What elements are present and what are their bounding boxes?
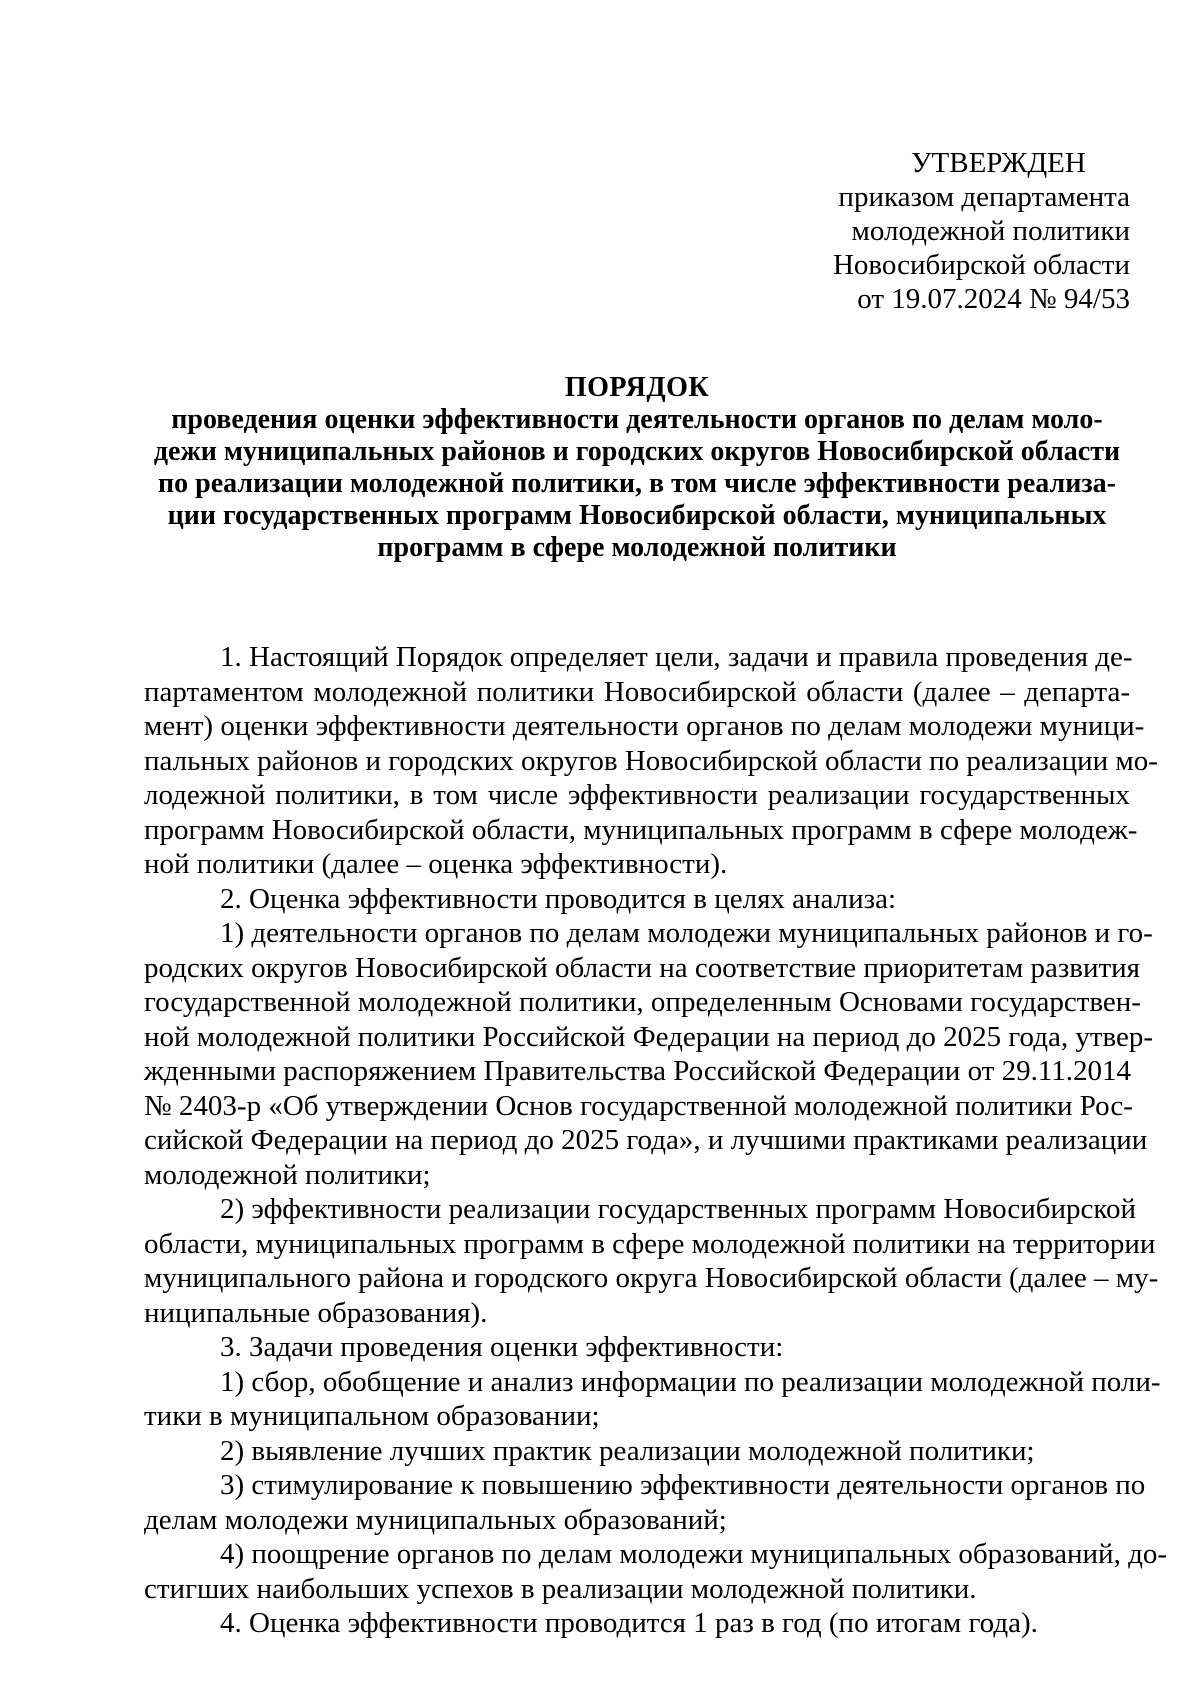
- approval-line: приказом департамента: [838, 181, 1130, 213]
- paragraph-1-line: пальных районов и городских округов Новосибирской области по реализации мо-: [144, 744, 1158, 777]
- item-3-3-line: делам молодежи муниципальных образований;: [144, 1503, 727, 1536]
- item-2-1-line: 1) деятельности органов по делам молодежи муниципальных районов и го-: [220, 917, 1153, 949]
- item-2-1-line: № 2403-р «Об утверждении Основ государственной молодежной политики Рос-: [144, 1089, 1133, 1122]
- item-2-2-line: ниципальные образования).: [144, 1296, 488, 1329]
- item-2-2-line: области, муниципальных программ в сфере молодежной политики на территории: [144, 1227, 1156, 1260]
- approval-date-number: от 19.07.2024 № 94/53: [857, 283, 1130, 315]
- document-subtitle-line: программ в сфере молодежной политики: [377, 532, 897, 563]
- document-subtitle-line: ции государственных программ Новосибирской области, муниципальных: [167, 500, 1107, 531]
- item-3-4-line: стигших наибольших успехов в реализации молодежной политики.: [144, 1572, 977, 1605]
- paragraph-1-line: лодежной политики, в том числе эффективности реализации государственных: [144, 779, 1130, 811]
- approval-line: молодежной политики: [851, 215, 1130, 247]
- paragraph-1-line: программ Новосибирской области, муниципальных программ в сфере молодеж-: [144, 813, 1138, 846]
- item-2-1-line: государственной молодежной политики, определенным Основами государствен-: [144, 986, 1141, 1018]
- approval-stamp: [820, 146, 1130, 316]
- item-3-2-line: 2) выявление лучших практик реализации молодежной политики;: [220, 1434, 1035, 1467]
- item-3-3-line: 3) стимулирование к повышению эффективности деятельности органов по: [220, 1469, 1146, 1501]
- paragraph-1-line: ной политики (далее – оценка эффективности).: [144, 848, 728, 880]
- item-2-1-line: молодежной политики;: [144, 1158, 431, 1191]
- item-2-1-line: жденными распоряжением Правительства Российской Федерации от 29.11.2014: [144, 1055, 1132, 1087]
- paragraph-1-line: партаментом молодежной политики Новосибирской области (далее – департа-: [144, 675, 1130, 708]
- document-subtitle-line: дежи муниципальных районов и городских округов Новосибирской области: [153, 436, 1121, 467]
- item-2-1-line: сийской Федерации на период до 2025 года», и лучшими практиками реализации: [144, 1124, 1148, 1156]
- document-title-block: [144, 372, 1130, 564]
- item-2-1-line: родских округов Новосибирской области на соответствие приоритетам развития: [144, 951, 1141, 984]
- document-subtitle-line: по реализации молодежной политики, в том числе эффективности реализа-: [158, 468, 1116, 499]
- paragraph-3-line: 3. Задачи проведения оценки эффективности:: [220, 1331, 784, 1363]
- item-3-4-line: 4) поощрение органов по делам молодежи муниципальных образований, до-: [220, 1538, 1167, 1570]
- approval-heading: УТВЕРЖДЕН: [911, 147, 1086, 179]
- document-body: [144, 640, 1167, 1641]
- item-2-2-line: муниципального района и городского округа Новосибирской области (далее – му-: [144, 1262, 1159, 1294]
- document-title: ПОРЯДОК: [564, 372, 710, 403]
- document-subtitle-line: проведения оценки эффективности деятельности органов по делам моло-: [171, 404, 1103, 435]
- paragraph-1-line: мент) оценки эффективности деятельности органов по делам молодежи муници-: [144, 710, 1145, 742]
- item-2-1-line: ной молодежной политики Российской Федерации на период до 2025 года, утвер-: [144, 1020, 1154, 1053]
- item-3-1-line: 1) сбор, обобщение и анализ информации по реализации молодежной поли-: [220, 1365, 1161, 1398]
- approval-line: Новосибирской области: [832, 249, 1130, 281]
- paragraph-4-line: 4. Оценка эффективности проводится 1 раз в год (по итогам года).: [220, 1607, 1038, 1639]
- paragraph-2-line: 2. Оценка эффективности проводится в целях анализа:: [220, 882, 897, 915]
- paragraph-1-line: 1. Настоящий Порядок определяет цели, задачи и правила проведения де-: [220, 641, 1133, 673]
- item-2-2-line: 2) эффективности реализации государственных программ Новосибирской: [220, 1193, 1137, 1225]
- item-3-1-line: тики в муниципальном образовании;: [144, 1400, 600, 1432]
